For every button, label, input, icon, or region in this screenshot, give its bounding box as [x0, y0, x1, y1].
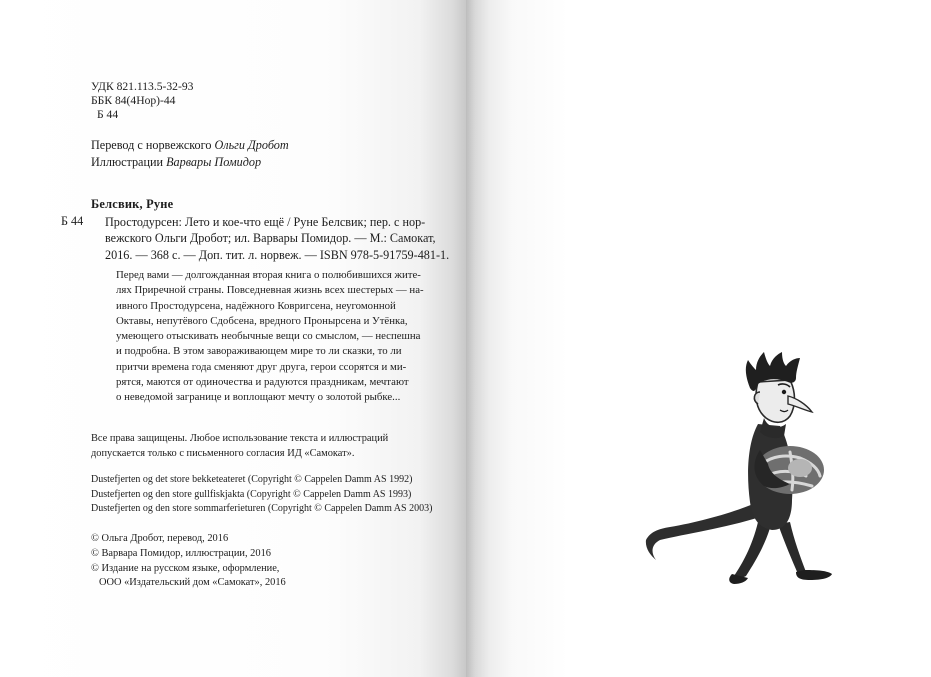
translator-prefix: Перевод с норвежского [91, 138, 215, 152]
credit-line: ООО «Издательский дом «Самокат», 2016 [99, 577, 286, 589]
bundle-highlight [788, 459, 812, 477]
credit-line: © Ольга Дробот, перевод, 2016 [91, 533, 229, 544]
bib-line: вежского Ольги Дробот; ил. Варвары Помидор. — М.: Самокат, [105, 231, 436, 246]
bib-line: Простодурсен: Лето и кое-что ещё / Руне Белсвик; пер. с нор- [105, 215, 426, 229]
credit-line: © Издание на русском языке, оформление, [91, 562, 280, 574]
classification-codes [91, 80, 193, 123]
index-mark: Б 44 [61, 214, 84, 228]
copyright-line: Dustefjerten og den store sommarferieturen (Copyright © Cappelen Damm AS 2003) [91, 503, 433, 514]
copyright-line: Dustefjerten og den store gullfiskjakta (Copyright © Cappelen Damm AS 1993) [91, 488, 412, 500]
bib-line: 2016. — 368 с. — Доп. тит. л. норвеж. — ISBN 978-5-91759-481-1. [105, 247, 450, 262]
rights-line: допускается только с письменного согласия ИД «Самокат». [91, 447, 355, 459]
author-mark: Б 44 [97, 108, 119, 122]
translator-line [91, 137, 289, 154]
bibliographic-record [105, 214, 450, 263]
annotation-line: лях Приречной страны. Повседневная жизнь всех шестерых — на- [116, 284, 424, 297]
tail [646, 502, 760, 560]
front-foot [796, 570, 832, 580]
illustrator-line [91, 154, 289, 171]
eye [782, 390, 786, 394]
rights-line: Все права защищены. Любое использование текста и иллюстраций [91, 433, 389, 444]
back-leg [734, 522, 770, 578]
copyright-line: Dustefjerten og det store bekketeateret (Copyright © Cappelen Damm AS 1992) [91, 474, 413, 485]
translation-credits [91, 137, 289, 171]
rights-notice [91, 432, 388, 461]
edition-credits [91, 532, 286, 591]
annotation [116, 268, 424, 406]
annotation-line: и подробна. В этом завораживающем мире то ли сказки, то ли [116, 345, 402, 358]
annotation-line: Октавы, непутёвого Сдобсена, вредного Пронырсена и Утёнка, [116, 314, 408, 327]
character-illustration [640, 352, 840, 592]
original-copyrights [91, 473, 432, 517]
translator-name: Ольги Дробот [214, 138, 289, 152]
annotation-line: о неведомой загранице и воплощают мечту о золотой рыбке... [116, 391, 401, 404]
bbk-code: ББК 84(4Нор)-44 [91, 94, 176, 108]
author-heading: Белсвик, Руне [91, 197, 174, 211]
illustrator-prefix: Иллюстрации [91, 155, 167, 169]
annotation-line: ивного Простодурсена, надёжного Ковригсена, неугомонной [116, 299, 396, 312]
udk-code: УДК 821.113.5-32-93 [91, 80, 194, 93]
annotation-line: притчи времена года сменяют друг друга, герои ссорятся и ми- [116, 360, 407, 373]
illustrator-name: Варвары Помидор [166, 155, 262, 169]
credit-line: © Варвара Помидор, иллюстрации, 2016 [91, 547, 271, 559]
annotation-line: умеющего отыскивать необычные вещи со смыслом, — неспешна [116, 330, 421, 343]
annotation-line: рятся, маются от одиночества и радуются праздникам, мечтают [116, 376, 409, 389]
front-leg [778, 522, 806, 574]
annotation-line: Перед вами — долгожданная вторая книга о полюбившихся жите- [116, 269, 421, 281]
